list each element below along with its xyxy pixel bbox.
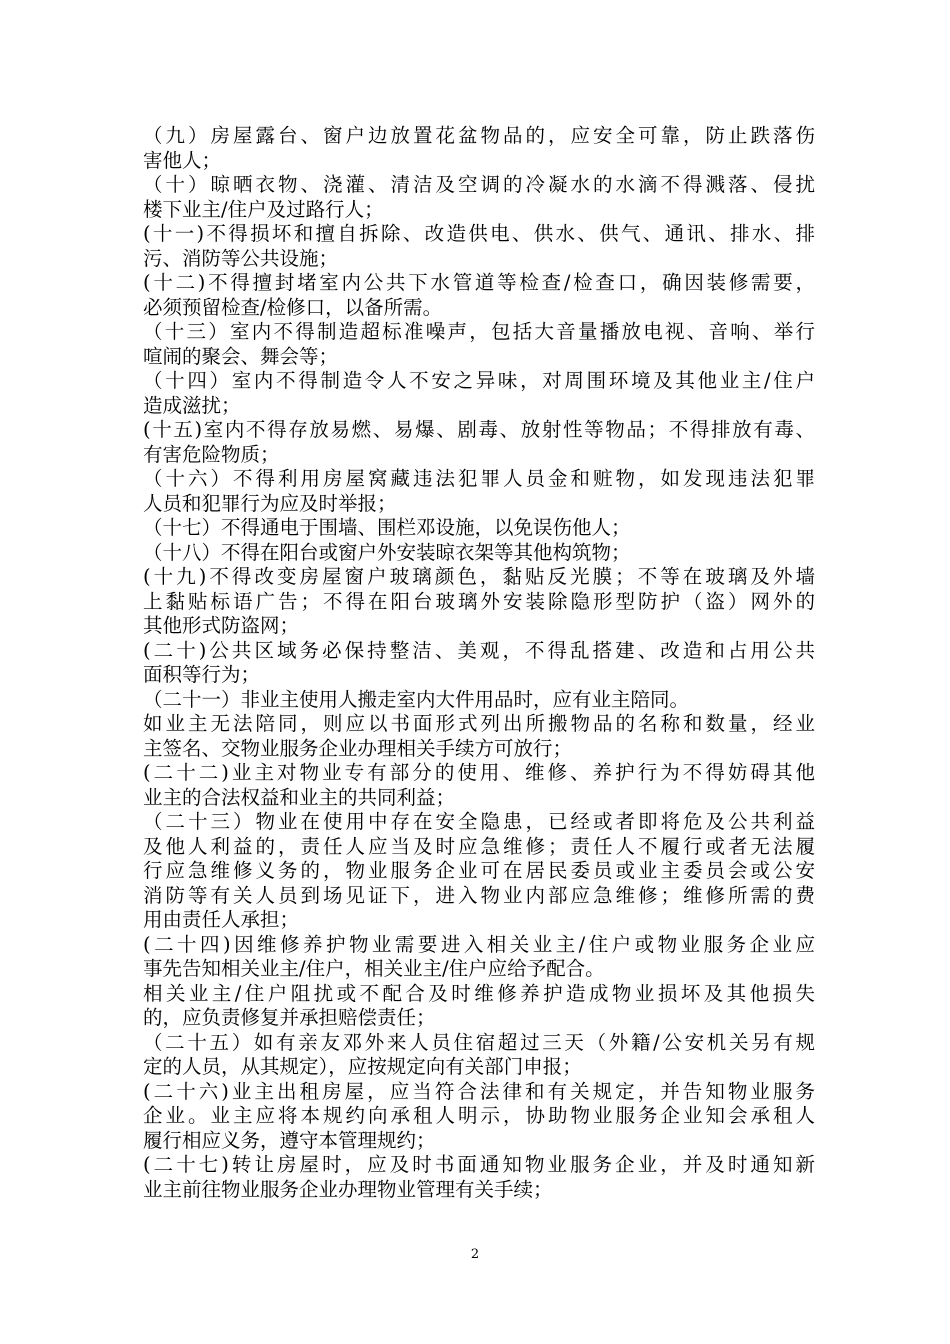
text-line: (二十七)转让房屋时，应及时书面通知物业服务企业，并及时通知新 bbox=[143, 1153, 815, 1176]
text-line: (十五)室内不得存放易燃、易爆、剧毒、放射性等物品；不得排放有毒、 bbox=[143, 418, 815, 441]
text-line: （十三）室内不得制造超标准噪声，包括大音量播放电视、音响、举行 bbox=[143, 320, 815, 343]
text-line: 污、消防等公共设施； bbox=[143, 246, 339, 270]
text-line: (十九)不得改变房屋窗户玻璃颜色，黏贴反光膜；不等在玻璃及外墙 bbox=[143, 565, 815, 588]
text-line: 喧闹的聚会、舞会等； bbox=[143, 344, 339, 368]
text-line: (十二)不得擅封堵室内公共下水管道等检查/检查口，确因装修需要， bbox=[143, 271, 815, 294]
text-line: 其他形式防盗网； bbox=[143, 614, 300, 637]
text-line: 事先告知相关业主/住户，相关业主/住户应给予配合。 bbox=[143, 957, 605, 980]
text-line: 及他人利益的，责任人应当及时应急维修；责任人不履行或者无法履 bbox=[143, 834, 815, 858]
text-line: 用由责任人承担； bbox=[143, 908, 300, 931]
text-line: 行应急维修义务的，物业服务企业可在居民委员或业主委员会或公安 bbox=[143, 859, 815, 882]
page-number: 2 bbox=[470, 1247, 480, 1262]
text-line: (二十二)业主对物业专有部分的使用、维修、养护行为不得妨碍其他 bbox=[143, 761, 815, 784]
text-line: 上黏贴标语广告；不得在阳台玻璃外安装除隐形型防护（盗）网外的 bbox=[143, 589, 815, 613]
text-line: (二十六)业主出租房屋，应当符合法律和有关规定，并告知物业服务 bbox=[143, 1079, 815, 1103]
text-line: 定的人员，从其规定），应按规定向有关部门申报； bbox=[143, 1055, 582, 1078]
text-line: 企业。业主应将本规约向承租人明示，协助物业服务企业知会承租人 bbox=[143, 1104, 815, 1127]
text-line: 造成滋扰； bbox=[143, 393, 241, 417]
text-line: (十一)不得损坏和擅自拆除、改造供电、供水、供气、通讯、排水、排 bbox=[143, 222, 815, 245]
text-line: 楼下业主/住户及过路行人； bbox=[143, 197, 384, 221]
text-line: 业主的合法权益和业主的共同利益； bbox=[143, 785, 456, 809]
text-line: 害他人； bbox=[143, 148, 222, 172]
text-line: 必须预留检查/检修口，以备所需。 bbox=[143, 295, 443, 319]
text-line: （二十五）如有亲友邓外来人员住宿超过三天（外籍/公安机关另有规 bbox=[143, 1030, 815, 1054]
text-line: （十六）不得利用房屋窝藏违法犯罪人员金和赃物，如发现违法犯罪 bbox=[143, 467, 815, 490]
text-line: (二十四)因维修养护物业需要进入相关业主/住户或物业服务企业应 bbox=[143, 932, 815, 956]
text-line: 消防等有关人员到场见证下，进入物业内部应急维修；维修所需的费 bbox=[143, 883, 815, 907]
text-line: 相关业主/住户阻扰或不配合及时维修养护造成物业损坏及其他损失 bbox=[143, 981, 815, 1005]
text-line: 履行相应义务，遵守本管理规约； bbox=[143, 1128, 436, 1152]
text-line: （十七）不得通电于围墙、围栏邓设施，以免误伤他人； bbox=[143, 516, 631, 539]
text-line: (二十)公共区域务必保持整洁、美观，不得乱搭建、改造和占用公共 bbox=[143, 638, 815, 662]
text-line: （十八）不得在阳台或窗户外安装晾衣架等其他构筑物； bbox=[143, 540, 631, 564]
document-body bbox=[143, 124, 815, 1202]
text-line: 业主前往物业服务企业办理物业管理有关手续； bbox=[143, 1177, 553, 1201]
text-line: （二十三）物业在使用中存在安全隐患，已经或者即将危及公共利益 bbox=[143, 810, 815, 833]
text-line: 面积等行为； bbox=[143, 663, 261, 686]
text-line: （十）晾晒衣物、浇灌、清洁及空调的冷凝水的水滴不得溅落、侵扰 bbox=[143, 173, 815, 196]
text-line: （九）房屋露台、窗户边放置花盆物品的，应安全可靠，防止跌落伤 bbox=[143, 124, 815, 147]
text-line: （二十一）非业主使用人搬走室内大件用品时，应有业主陪同。 bbox=[143, 687, 690, 711]
text-line: （十四）室内不得制造令人不安之异味，对周围环境及其他业主/住户 bbox=[143, 369, 815, 392]
text-line: 的，应负责修复并承担赔偿责任； bbox=[143, 1006, 436, 1029]
text-line: 如业主无法陪同，则应以书面形式列出所搬物品的名称和数量，经业 bbox=[143, 712, 815, 735]
text-line: 主签名、交物业服务企业办理相关手续方可放行； bbox=[143, 736, 573, 760]
text-line: 有害危险物质； bbox=[143, 442, 280, 466]
text-line: 人员和犯罪行为应及时举报； bbox=[143, 491, 397, 515]
